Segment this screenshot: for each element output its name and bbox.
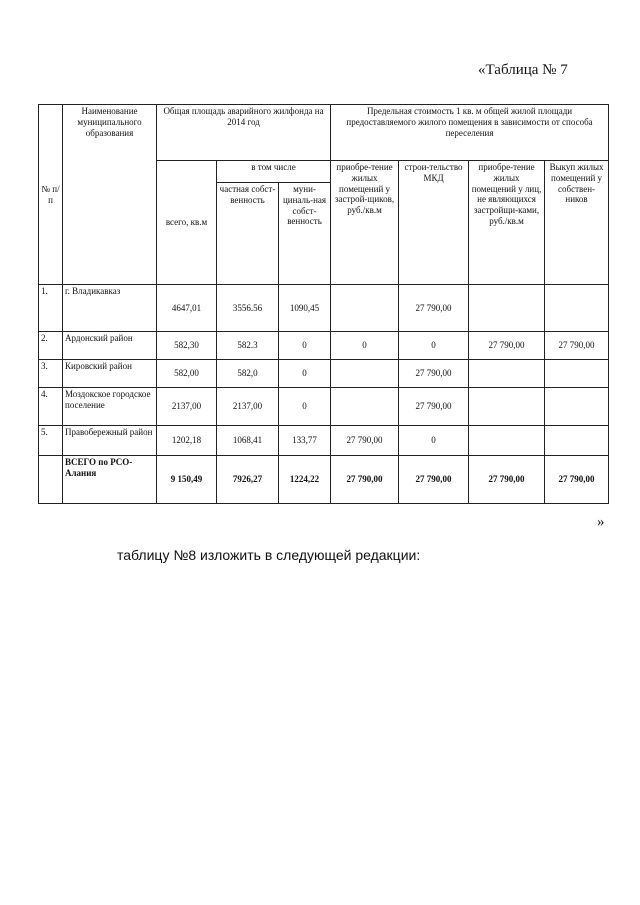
row-name: Моздокское городское поселение	[63, 388, 157, 426]
row-number: 2.	[39, 332, 63, 360]
cell-buyout: 27 790,00	[545, 332, 609, 360]
total-cell-buyout: 27 790,00	[545, 456, 609, 504]
header-buyout: Выкуп жилых помещений у собствен-ников	[545, 161, 609, 285]
cell-purchase-non-developers	[469, 285, 545, 332]
cell-municipal: 0	[279, 332, 331, 360]
cell-purchase-non-developers	[469, 360, 545, 388]
cell-buyout	[545, 285, 609, 332]
row-name: г. Владикавказ	[63, 285, 157, 332]
row-number	[39, 456, 63, 504]
cell-construction: 0	[399, 332, 469, 360]
cell-private: 582,0	[217, 360, 279, 388]
cell-private: 3556.56	[217, 285, 279, 332]
header-in-that-number: в том числе	[217, 161, 331, 183]
closing-quote: »	[597, 514, 605, 530]
header-cost-group: Предельная стоимость 1 кв. м общей жилой площади предоставляемого жилого помещения в зависимости от способа переселения	[331, 105, 609, 161]
header-name: Наименование муниципального образования	[63, 105, 157, 285]
table-caption: «Таблица № 7	[478, 62, 568, 78]
row-number: 4.	[39, 388, 63, 426]
header-purchase-non-developers: приобре-тение жилых помещений у лиц, не являющихся застройщи-ками, руб./кв.м	[469, 161, 545, 285]
row-number: 3.	[39, 360, 63, 388]
cell-private: 2137,00	[217, 388, 279, 426]
row-name: Кировский район	[63, 360, 157, 388]
cell-buyout	[545, 426, 609, 456]
cell-municipal: 1090,45	[279, 285, 331, 332]
header-num: № п/ п	[39, 105, 63, 285]
total-cell-construction: 27 790,00	[399, 456, 469, 504]
header-municipal: муни-циналь-ная собст-венность	[279, 183, 331, 285]
cell-purchase-developers	[331, 360, 399, 388]
cell-total: 582,30	[157, 332, 217, 360]
header-area-group: Общая площадь аварийного жилфонда на 2014 год	[157, 105, 331, 161]
header-construction: строи-тельство МКД	[399, 161, 469, 285]
cell-total: 1202,18	[157, 426, 217, 456]
cell-total: 582,00	[157, 360, 217, 388]
table-row	[39, 332, 609, 360]
row-name: Правобережный район	[63, 426, 157, 456]
header-purchase-developers: приобре-тение жилых помещений у застрой-щиков, руб./кв.м	[331, 161, 399, 285]
cell-purchase-developers: 27 790,00	[331, 426, 399, 456]
table-row	[39, 426, 609, 456]
header-total-sqm: всего, кв.м	[157, 161, 217, 285]
body-paragraph: таблицу №8 изложить в следующей редакции:	[117, 547, 421, 563]
cell-private: 1068,41	[217, 426, 279, 456]
cell-private: 582.3	[217, 332, 279, 360]
housing-table	[38, 104, 609, 504]
row-number: 1.	[39, 285, 63, 332]
header-private: частная собст-венность	[217, 183, 279, 285]
cell-municipal: 133,77	[279, 426, 331, 456]
cell-construction: 27 790,00	[399, 285, 469, 332]
cell-construction: 27 790,00	[399, 360, 469, 388]
cell-purchase-non-developers: 27 790,00	[469, 332, 545, 360]
table-row	[39, 285, 609, 332]
total-cell-municipal: 1224,22	[279, 456, 331, 504]
cell-buyout	[545, 388, 609, 426]
total-cell-private: 7926,27	[217, 456, 279, 504]
cell-buyout	[545, 360, 609, 388]
total-cell-purchase-non-developers: 27 790,00	[469, 456, 545, 504]
cell-purchase-non-developers	[469, 388, 545, 426]
cell-purchase-non-developers	[469, 426, 545, 456]
cell-municipal: 0	[279, 360, 331, 388]
cell-construction: 0	[399, 426, 469, 456]
cell-purchase-developers	[331, 388, 399, 426]
table-row	[39, 360, 609, 388]
cell-municipal: 0	[279, 388, 331, 426]
cell-purchase-developers	[331, 285, 399, 332]
table-total-row	[39, 456, 609, 504]
cell-total: 4647,01	[157, 285, 217, 332]
row-number: 5.	[39, 426, 63, 456]
total-cell-total: 9 150,49	[157, 456, 217, 504]
row-name: Ардонский район	[63, 332, 157, 360]
table-row	[39, 388, 609, 426]
cell-total: 2137,00	[157, 388, 217, 426]
cell-purchase-developers: 0	[331, 332, 399, 360]
cell-construction: 27 790,00	[399, 388, 469, 426]
total-cell-purchase-developers: 27 790,00	[331, 456, 399, 504]
total-row-label: ВСЕГО по РСО-Алания	[63, 456, 157, 504]
